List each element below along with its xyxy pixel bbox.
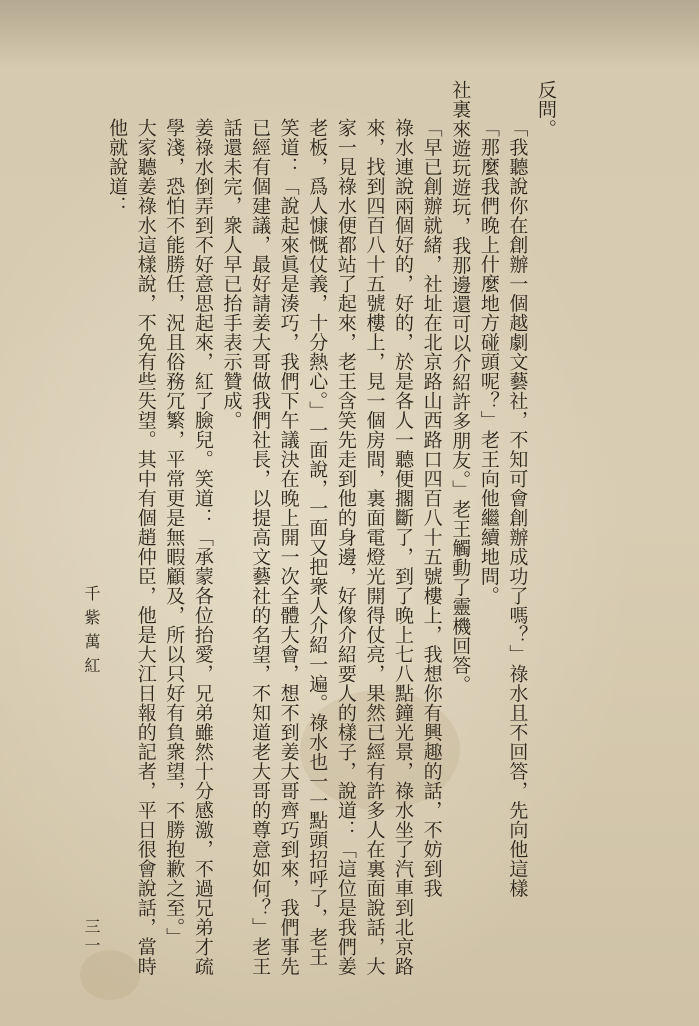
page-top-shadow [0, 0, 699, 70]
paragraph-fanwen: 反問。 [535, 80, 557, 139]
paragraph-narration-2: 姜祿水倒弄到不好意思起來，紅了臉兒。笑道：「承蒙各位抬愛，兄弟雖然十分感激，不過兄弟才疏學淺，恐怕不能勝任，況且俗務冗繁，平常更是無暇顧及，所以只好有負衆望，不勝抱歉之至。」 [163, 118, 214, 976]
vertical-body-text [100, 80, 560, 980]
paragraph-dialogue-1: 「我聽說你在創辦一個越劇文藝社，不知可會創辦成功了嗎？」祿水且不回答，先向他這樣 [506, 118, 529, 898]
paragraph-narration-1: 祿水連說兩個好的，好的，於是各人一聽便擱斷了，到了晚上七八點鐘光景，祿水坐了汽車到北京路來，找到四百八十五號樓上，見一個房間，裏面電燈光開得仗亮，果然已經有許多人在裏面說話，大家一見祿水便都站了起來，老王含笑先走到他的身邊，好像介紹要人的樣子，說道：「這位是我們姜老板，爲人慷慨仗義，十分熱心。」一面說，一面又把衆人介紹一遍。祿水也一一點頭招呼了，老王笑道：「說起來眞是湊巧，我們下午議決在晚上開一次全體大會，想不到姜大哥齊巧到來，我們事先已經有個建議，最好請姜大哥做我們社長，以提高文藝社的名望，不知道老大哥的尊意如何？」老王話還未完，衆人早已抬手表示贊成。 [220, 118, 415, 976]
paragraph-continuation: 社裏來遊玩遊玩，我那邊還可以介紹許多朋友。」老王觸動了靈機回答。 [449, 80, 472, 695]
paragraph-dialogue-3: 「早已創辦就緒，社址在北京路山西路口四百八十五號樓上，我想你有興趣的話，不妨到我 [420, 118, 443, 898]
page-number: 三一 [82, 918, 101, 956]
running-title: 千紫萬紅 [82, 585, 101, 681]
paragraph-dialogue-2: 「那麼我們晚上什麼地方碰頭呢？」老王向他繼續地問。 [477, 118, 500, 606]
paragraph-narration-3: 大家聽姜祿水這樣說，不免有些失望。其中有個趙仲臣，他是大江日報的記者，平日很會說話，當時他就說道： [106, 118, 157, 976]
